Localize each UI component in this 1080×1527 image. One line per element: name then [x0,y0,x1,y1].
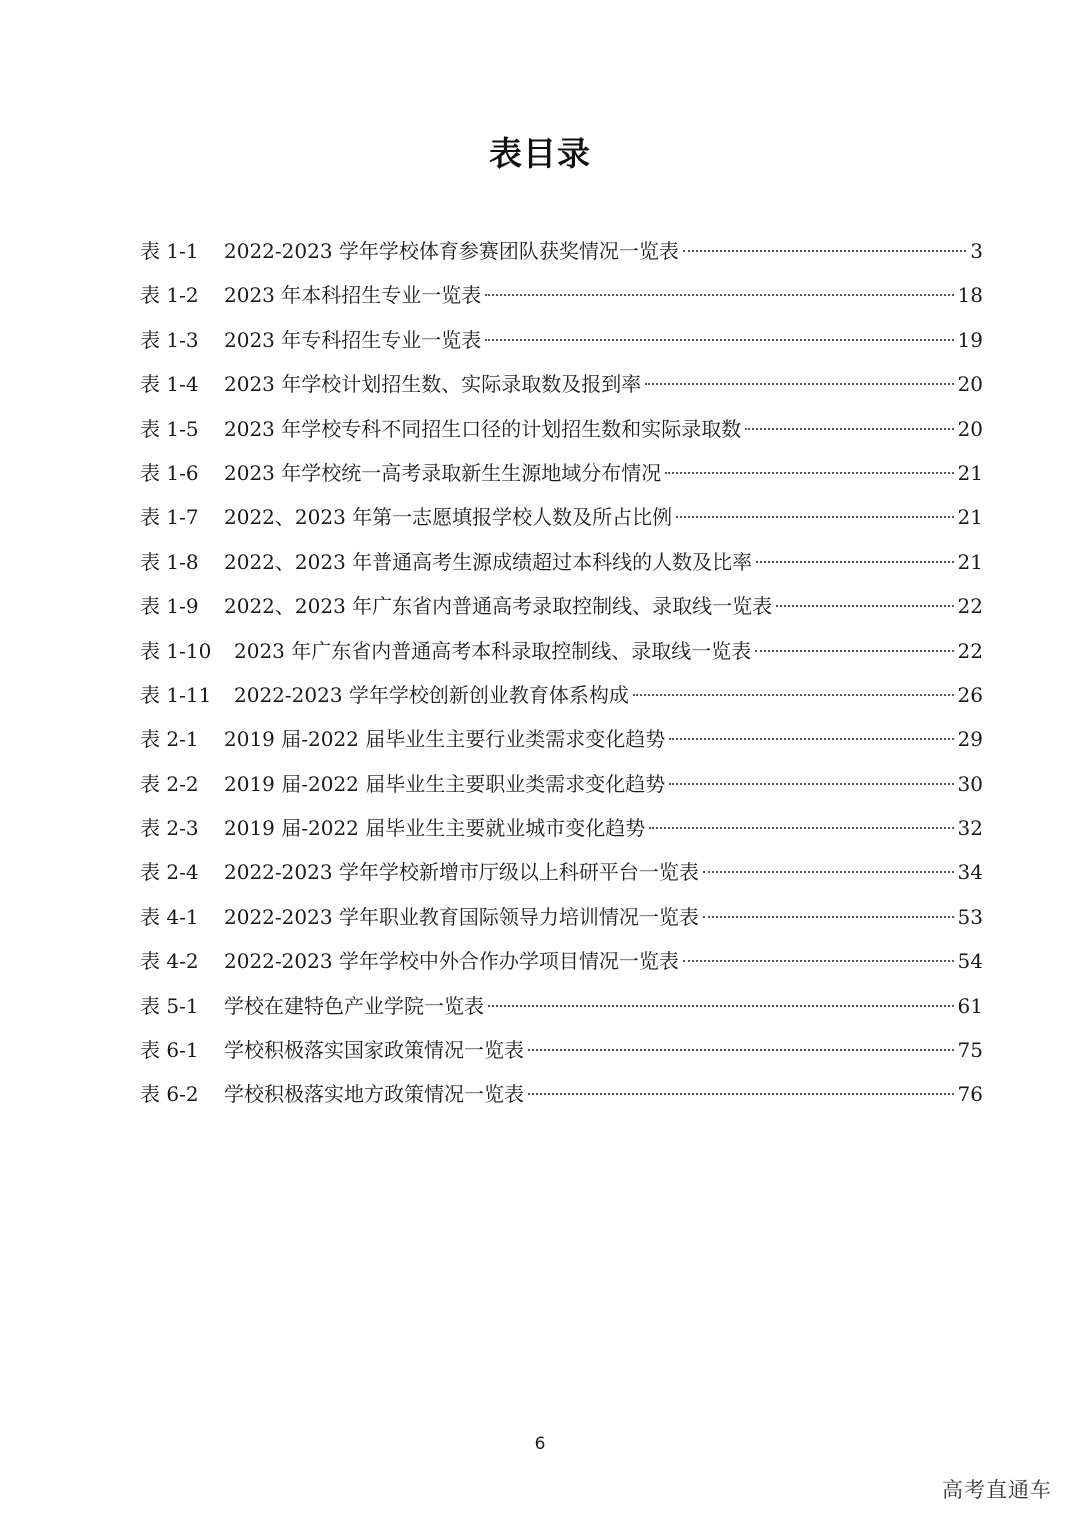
toc-entry-page: 20 [957,416,983,441]
toc-entry[interactable] [140,495,983,539]
toc-entry[interactable] [140,762,983,806]
toc-entry-title: 2022-2023 学年学校体育参赛团队获奖情况一览表 [224,239,679,263]
toc-entry-title: 2022-2023 学年学校创新创业教育体系构成 [234,682,629,707]
toc-entry-page: 61 [957,993,983,1018]
toc-entry[interactable] [140,540,983,584]
toc-entry-title: 2023 年学校专科不同招生口径的计划招生数和实际录取数 [224,416,742,441]
watermark: 高考直通车 [942,1478,1052,1502]
toc-entry[interactable] [140,584,983,628]
dot-leader [669,738,953,740]
dot-leader [745,428,953,430]
table-of-contents [140,229,983,1117]
toc-entry-title: 2022、2023 年普通高考生源成绩超过本科线的人数及比率 [224,549,753,574]
toc-entry-label: 表 1-5 [140,416,199,441]
toc-entry-label: 表 1-8 [140,549,199,574]
toc-entry-label: 表 1-6 [140,460,199,485]
toc-entry-title: 2022-2023 学年学校中外合作办学项目情况一览表 [224,949,679,974]
dot-leader [703,871,954,873]
toc-entry[interactable] [140,407,983,451]
toc-entry[interactable] [140,1072,983,1116]
toc-entry-label: 表 1-11 [140,682,212,707]
toc-entry-page: 19 [957,327,983,352]
dot-leader [676,516,953,518]
toc-entry[interactable] [140,629,983,673]
toc-entry[interactable] [140,717,983,761]
toc-entry-label: 表 6-2 [140,1082,199,1107]
toc-entry[interactable] [140,850,983,894]
toc-entry-label: 表 1-3 [140,327,199,352]
toc-entry-title: 2022、2023 年广东省内普通高考录取控制线、录取线一览表 [224,594,773,619]
toc-entry-label: 表 2-2 [140,771,199,796]
dot-leader [633,694,954,696]
dot-leader [645,383,953,385]
dot-leader [665,472,953,474]
toc-entry-page: 21 [957,505,983,530]
toc-entry-label: 表 1-2 [140,283,199,308]
toc-entry-label: 表 6-1 [140,1038,199,1063]
dot-leader [683,250,966,252]
page-number: 6 [534,1434,546,1454]
toc-entry[interactable] [140,984,983,1028]
toc-entry-label: 表 2-1 [140,727,199,752]
toc-entry-page: 76 [957,1082,983,1107]
toc-entry-title: 学校在建特色产业学院一览表 [224,993,484,1018]
toc-entry-page: 53 [957,904,983,929]
dot-leader [669,783,953,785]
toc-entry-label: 表 1-7 [140,505,199,530]
toc-entry[interactable] [140,273,983,317]
toc-entry[interactable] [140,451,983,495]
toc-entry-title: 2022、2023 年第一志愿填报学校人数及所占比例 [224,505,673,530]
toc-entry-page: 54 [957,949,983,974]
dot-leader [485,339,953,341]
dot-leader [776,605,953,607]
toc-entry-title: 2023 年学校统一高考录取新生生源地域分布情况 [224,460,662,485]
toc-entry-page: 21 [957,549,983,574]
dot-leader [528,1049,954,1051]
toc-entry-page: 75 [957,1038,983,1063]
toc-entry-title: 2019 届-2022 届毕业生主要职业类需求变化趋势 [224,771,666,796]
toc-entry-page: 22 [957,594,983,619]
toc-entry[interactable] [140,318,983,362]
toc-entry-title: 学校积极落实国家政策情况一览表 [224,1038,524,1063]
toc-entry-title: 2019 届-2022 届毕业生主要行业类需求变化趋势 [224,727,666,752]
toc-entry-label: 表 1-9 [140,594,199,619]
dot-leader [703,916,954,918]
toc-entry-page: 22 [957,638,983,663]
toc-entry-page: 32 [957,816,983,841]
toc-entry[interactable] [140,362,983,406]
toc-entry-title: 2022-2023 学年职业教育国际领导力培训情况一览表 [224,904,699,929]
toc-entry-title: 2023 年专科招生专业一览表 [224,327,482,352]
toc-entry-title: 2022-2023 学年学校新增市厅级以上科研平台一览表 [224,860,699,885]
page-title: 表目录 [489,134,591,173]
toc-entry-label: 表 5-1 [140,993,199,1018]
toc-entry-label: 表 2-3 [140,816,199,841]
toc-entry[interactable] [140,229,983,273]
dot-leader [485,294,953,296]
toc-entry[interactable] [140,806,983,850]
toc-entry-title: 2019 届-2022 届毕业生主要就业城市变化趋势 [224,816,646,841]
dot-leader [756,561,953,563]
toc-entry-label: 表 4-2 [140,949,199,974]
toc-entry-title: 2023 年学校计划招生数、实际录取数及报到率 [224,372,642,397]
toc-entry-page: 18 [957,283,983,308]
dot-leader [649,827,953,829]
toc-entry-title: 2023 年广东省内普通高考本科录取控制线、录取线一览表 [234,638,752,663]
toc-entry[interactable] [140,895,983,939]
dot-leader [683,960,954,962]
toc-entry-title: 学校积极落实地方政策情况一览表 [224,1082,524,1107]
toc-entry-title: 2023 年本科招生专业一览表 [224,283,482,308]
toc-entry-page: 26 [957,682,983,707]
toc-entry-page: 34 [957,860,983,885]
toc-entry[interactable] [140,673,983,717]
toc-entry-label: 表 1-4 [140,372,199,397]
dot-leader [528,1093,954,1095]
toc-entry-label: 表 1-10 [140,638,212,663]
toc-entry-label: 表 2-4 [140,860,199,885]
toc-entry-label: 表 4-1 [140,904,199,929]
toc-entry-page: 20 [957,372,983,397]
dot-leader [755,650,953,652]
toc-entry-label: 表 1-1 [140,239,199,263]
toc-entry-page: 21 [957,460,983,485]
toc-entry-page: 3 [970,239,983,263]
toc-entry[interactable] [140,1028,983,1072]
toc-entry-page: 29 [957,727,983,752]
toc-entry-page: 30 [957,771,983,796]
toc-entry[interactable] [140,939,983,983]
dot-leader [488,1005,954,1007]
